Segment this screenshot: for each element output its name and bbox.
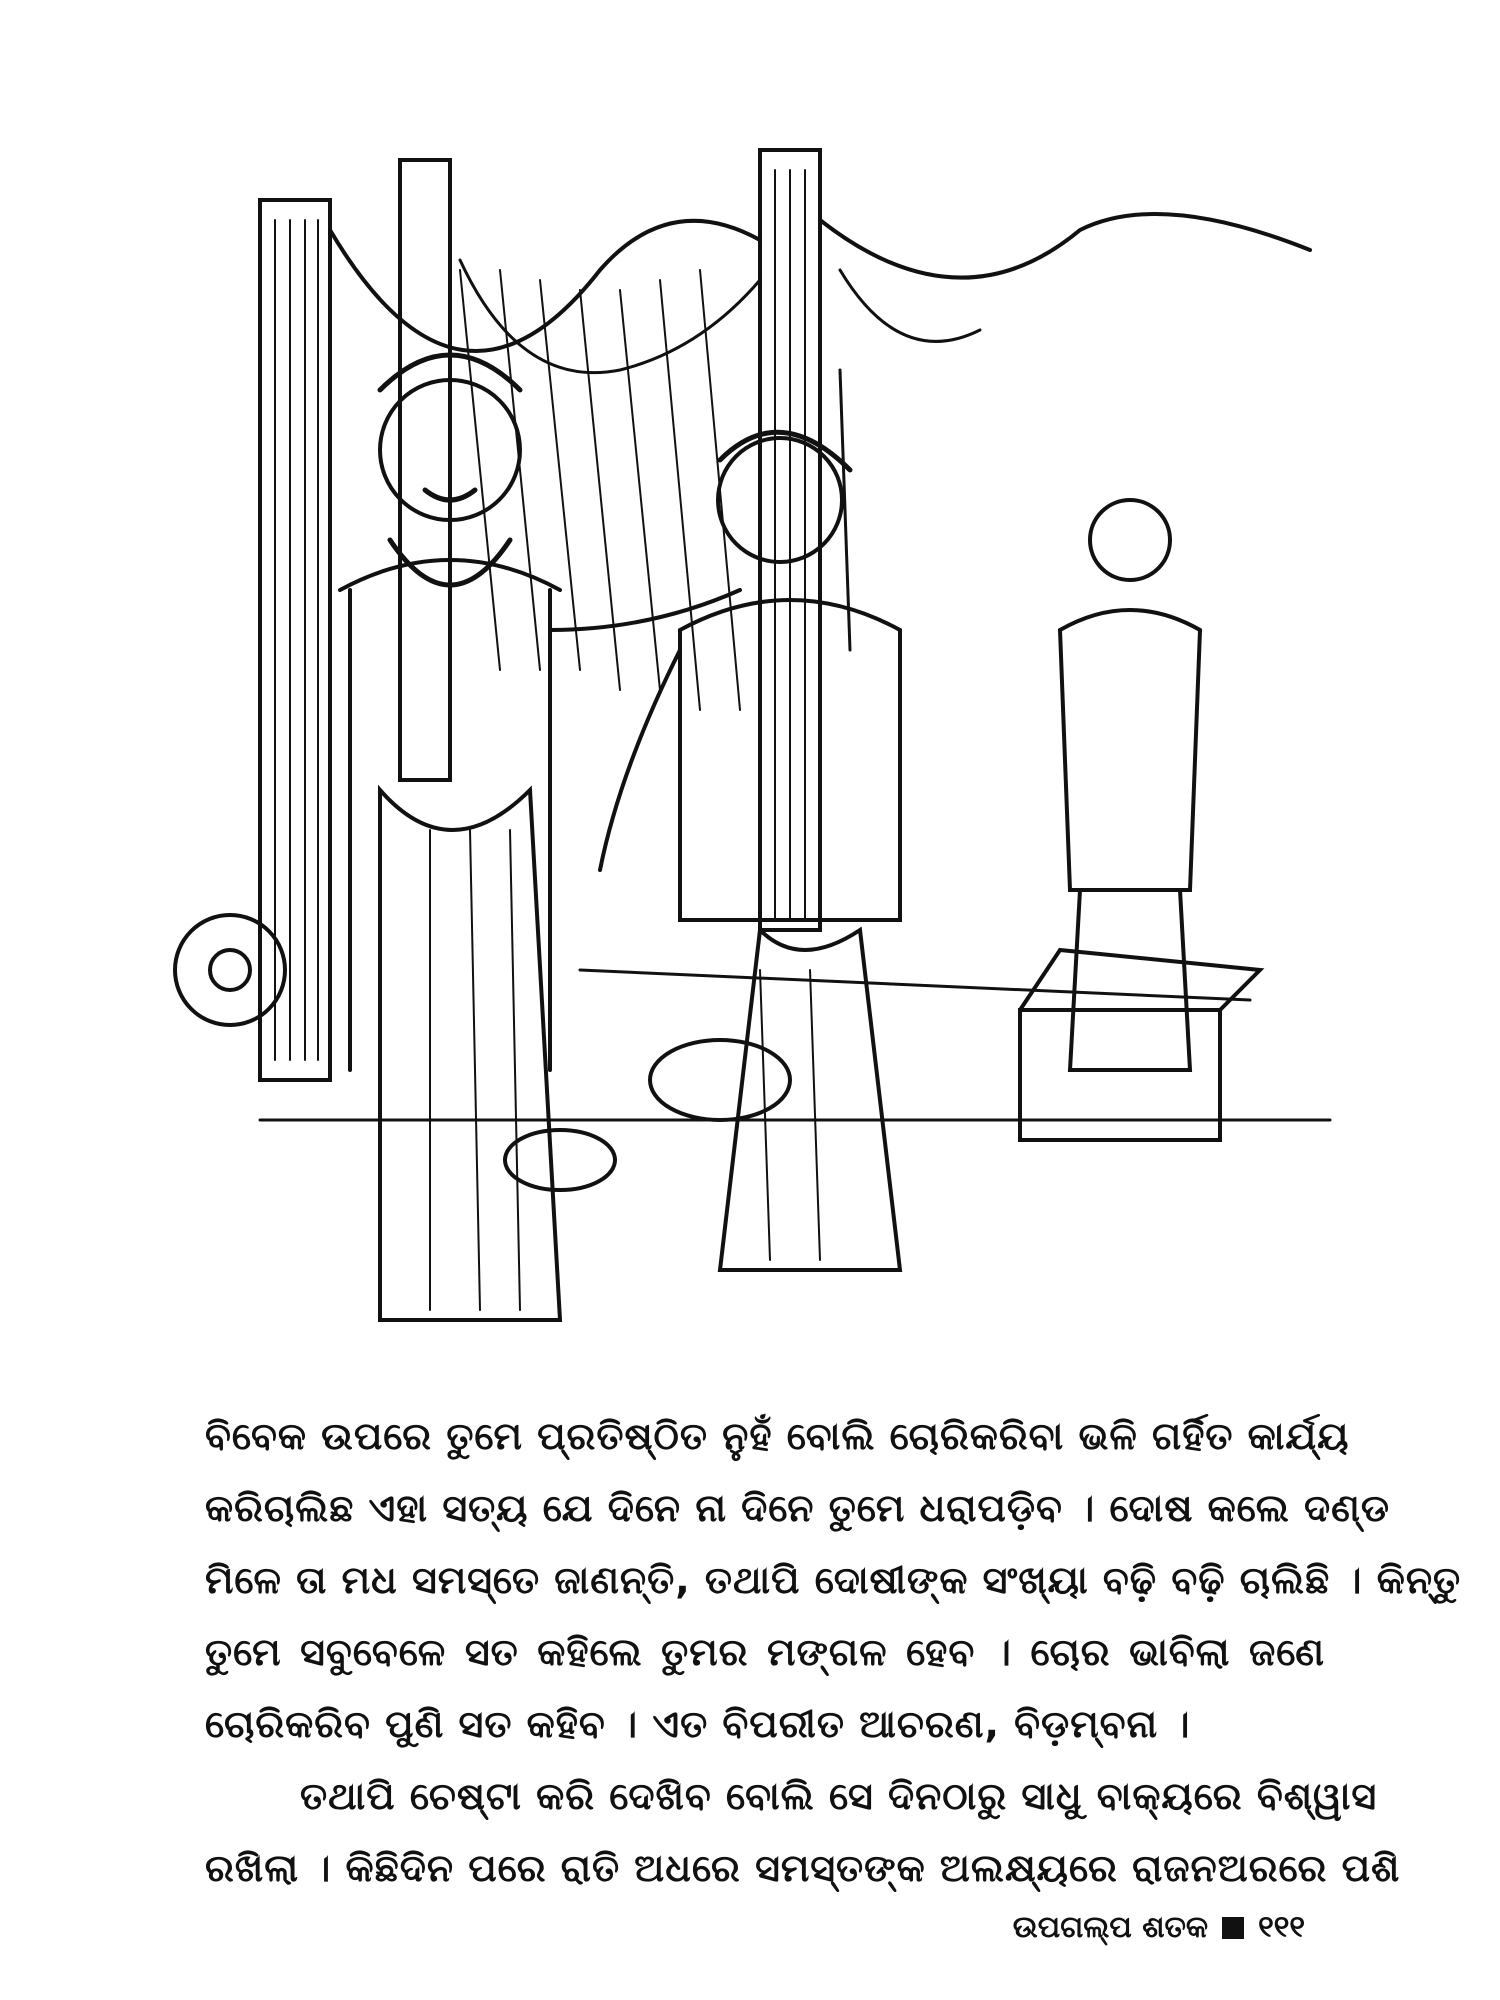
story-paragraph bbox=[205, 1400, 1462, 1904]
paragraph-line: କରିଚାଲିଛ ଏହା ସତ୍ୟ ଯେ ଦିନେ ନା ଦିନେ ତୁମେ ଧରାପଡ଼ିବ । ଦୋଷ କଲେ ଦଣ୍ଡ bbox=[205, 1486, 1391, 1530]
paragraph-line: ବିବେକ ଉପରେ ତୁମେ ପ୍ରତିଷ୍ଠିତ ନୁହଁ ବୋଲି ଚୋରିକରିବା ଭଳି ଗର୍ହିତ କାର୍ଯ୍ୟ bbox=[205, 1414, 1350, 1458]
pillar-left bbox=[260, 200, 330, 1080]
pillar-mid bbox=[400, 160, 450, 780]
page-footer bbox=[1013, 1910, 1305, 1945]
paragraph-line: ଚୋରିକରିବ ପୁଣି ସତ କହିବ । ଏତ ବିପରୀତ ଆଚରଣ, ବିଡ଼ମ୍ବନା । bbox=[205, 1702, 1191, 1746]
paragraph-line: ମିଳେ ତା ମଧ ସମସ୍ତେ ଜାଣନ୍ତି, ତଥାପି ଦୋଷୀଙ୍କ ସଂଖ୍ୟା ବଢ଼ି ବଢ଼ି ଚାଲିଛି । କିନ୍ତୁ bbox=[205, 1558, 1462, 1602]
page-number: ୧୧୧ bbox=[1258, 1910, 1305, 1945]
book-title: ଉପଗଲ୍ପ ଶତକ bbox=[1012, 1910, 1209, 1945]
guard-figure bbox=[840, 370, 1200, 1070]
jewel-pile bbox=[650, 1040, 790, 1120]
illustration-king-and-thief bbox=[200, 70, 1330, 1390]
paragraph-line: ତଥାପି ଚେଷ୍ଟା କରି ଦେଖିବ ବୋଲି ସେ ଦିନଠାରୁ ସାଧୁ ବାକ୍ୟରେ ବିଶ୍ୱାସ bbox=[300, 1774, 1378, 1818]
paragraph-line: ତୁମେ ସବୁବେଳେ ସତ କହିଲେ ତୁମର ମଙ୍ଗଳ ହେବ । ଚୋର ଭାବିଲା ଜଣେ bbox=[205, 1630, 1325, 1674]
wheel bbox=[175, 915, 285, 1025]
drape-right bbox=[820, 214, 1310, 278]
line-drawing bbox=[200, 70, 1330, 1390]
young-man-figure bbox=[600, 432, 900, 1270]
paragraph-line: ରଖିଲା । କିଛିଦିନ ପରେ ରାତି ଅଧରେ ସମସ୍ତଙ୍କ ଅଲକ୍ଷ୍ୟରେ ରାଜନଅରରେ ପଶି bbox=[205, 1846, 1401, 1890]
square-bullet-icon bbox=[1222, 1917, 1244, 1939]
